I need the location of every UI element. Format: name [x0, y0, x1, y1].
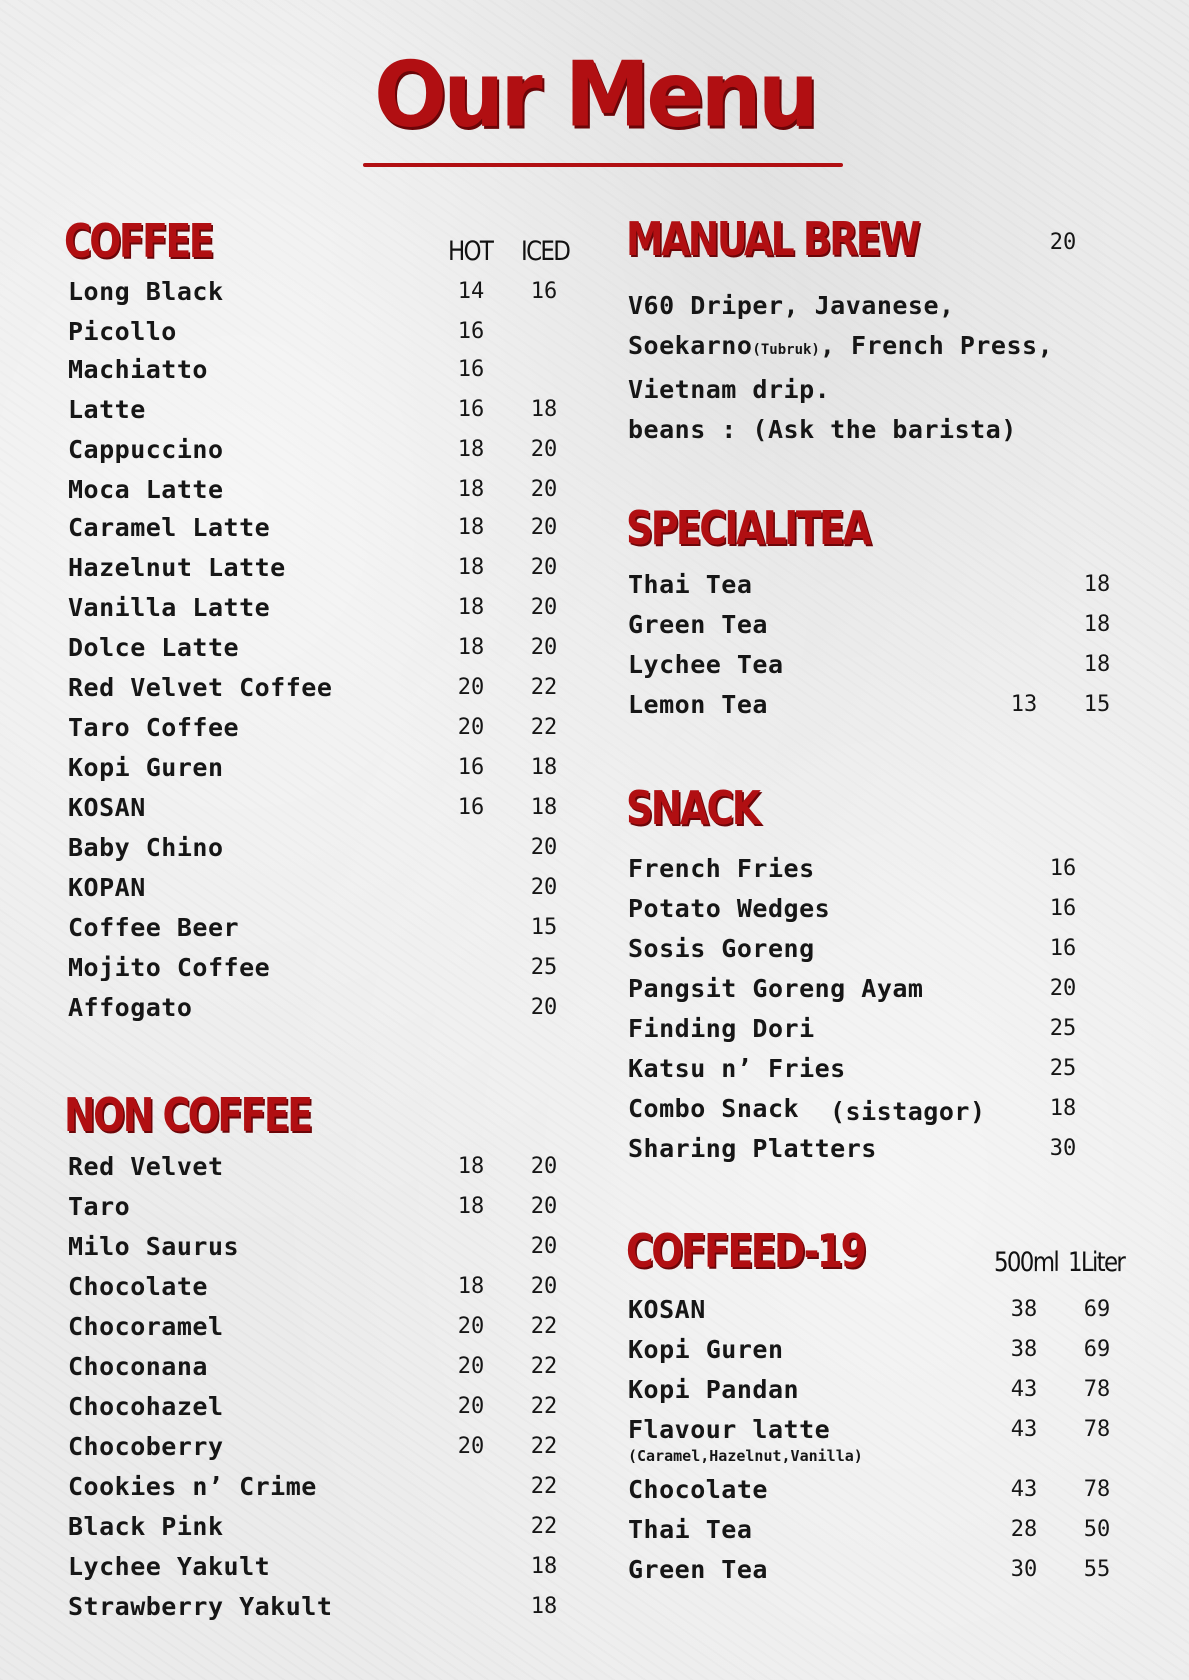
- non-coffee-row: [0, 1590, 1189, 1624]
- coffeed19-row: [0, 1293, 1189, 1327]
- hot-price: 20: [457, 1394, 485, 1419]
- hot-price: 20: [457, 675, 485, 700]
- price-1liter: 55: [1083, 1557, 1111, 1582]
- menu-item-name: Machiatto: [68, 355, 208, 384]
- menu-item-name: Taro Coffee: [68, 713, 240, 742]
- iced-price: 22: [530, 1434, 558, 1459]
- manual-brew-line-1: V60 Driper, Javanese,: [628, 291, 955, 320]
- menu-item-name: Strawberry Yakult: [68, 1592, 333, 1621]
- hot-price: 18: [457, 1154, 485, 1179]
- hot-price: 18: [457, 515, 485, 540]
- hot-price: 20: [457, 1354, 485, 1379]
- menu-item-name: Kopi Guren: [628, 1335, 784, 1364]
- price-1liter: 78: [1083, 1477, 1111, 1502]
- menu-item-name: Cookies n’ Crime: [68, 1472, 317, 1501]
- menu-item-name: Chocohazel: [68, 1392, 224, 1421]
- iced-price: 20: [530, 595, 558, 620]
- coffeed19-500ml-header: 500ml: [994, 1247, 1059, 1278]
- menu-item-name: Red Velvet: [68, 1152, 224, 1181]
- hot-price: 18: [457, 1194, 485, 1219]
- snack-price: 16: [1049, 856, 1077, 881]
- menu-item-name: Long Black: [68, 277, 224, 306]
- iced-price: 15: [530, 915, 558, 940]
- menu-item-name: Caramel Latte: [68, 513, 271, 542]
- price-1liter: 69: [1083, 1297, 1111, 1322]
- title-underline: [363, 163, 843, 167]
- coffeed19-row: [0, 1553, 1189, 1587]
- iced-price: 25: [530, 955, 558, 980]
- coffeed19-row: [0, 1373, 1189, 1407]
- manual-brew-price-row: [0, 226, 1189, 260]
- menu-item-name: Affogato: [68, 993, 193, 1022]
- menu-item-name: KOSAN: [628, 1295, 706, 1324]
- specialitea-section-title: SPECIALITEA: [626, 501, 870, 555]
- hot-price: 14: [457, 279, 485, 304]
- snack-row: [0, 972, 1189, 1006]
- menu-item-name: KOPAN: [68, 873, 146, 902]
- hot-price: 18: [457, 595, 485, 620]
- manual-brew-tubruk-note: (Tubruk): [752, 342, 820, 358]
- snack-row: [0, 892, 1189, 926]
- menu-item-name: Taro: [68, 1192, 131, 1221]
- snack-section-title: SNACK: [626, 781, 759, 835]
- hot-price: 16: [457, 319, 485, 344]
- snack-price: 16: [1049, 936, 1077, 961]
- non-coffee-section-title: NON COFFEE: [64, 1088, 311, 1142]
- menu-item-name: Latte: [68, 395, 146, 424]
- menu-item-name: Katsu n’ Fries: [628, 1054, 846, 1083]
- menu-item-name: Dolce Latte: [68, 633, 240, 662]
- menu-item-name: Sharing Platters: [628, 1134, 877, 1163]
- iced-price: 20: [530, 995, 558, 1020]
- coffeed19-row: [0, 1413, 1189, 1447]
- snack-price: 25: [1049, 1016, 1077, 1041]
- manual-brew-price: 20: [1049, 230, 1077, 255]
- iced-price: 20: [530, 635, 558, 660]
- price-500ml: 43: [1010, 1377, 1038, 1402]
- iced-price: 22: [530, 715, 558, 740]
- iced-price: 22: [530, 1474, 558, 1499]
- menu-item-name: Thai Tea: [628, 1515, 753, 1544]
- menu-item-name: Potato Wedges: [628, 894, 831, 923]
- specialitea-row: [0, 608, 1189, 642]
- coffee-row: [0, 473, 1189, 507]
- menu-item-name: Red Velvet Coffee: [68, 673, 333, 702]
- coffeed19-row: [0, 1333, 1189, 1367]
- menu-item-name: Thai Tea: [628, 570, 753, 599]
- iced-price: 20: [530, 1154, 558, 1179]
- iced-price: 20: [530, 515, 558, 540]
- menu-item-name: Combo Snack: [628, 1094, 800, 1123]
- menu-item-name: Finding Dori: [628, 1014, 815, 1043]
- menu-title: Our Menu: [373, 42, 816, 148]
- non-coffee-row: [0, 1190, 1189, 1224]
- iced-price: 20: [530, 1234, 558, 1259]
- iced-price: 20: [530, 835, 558, 860]
- price-1liter: 69: [1083, 1337, 1111, 1362]
- menu-item-name: Chocolate: [628, 1475, 768, 1504]
- specialitea-row: [0, 568, 1189, 602]
- manual-brew-section-title: MANUAL BREW: [626, 212, 919, 266]
- price-500ml: 43: [1010, 1417, 1038, 1442]
- snack-row: [0, 932, 1189, 966]
- hot-price: 16: [457, 397, 485, 422]
- snack-row: [0, 1052, 1189, 1086]
- hot-price: 20: [457, 715, 485, 740]
- hot-price: 18: [457, 635, 485, 660]
- coffee-hot-header: HOT: [448, 236, 493, 267]
- coffee-iced-header: ICED: [521, 236, 570, 267]
- hot-price: 18: [457, 437, 485, 462]
- hot-price: 20: [457, 1314, 485, 1339]
- snack-row: [0, 1132, 1189, 1166]
- snack-row: [0, 1092, 1189, 1126]
- menu-item-name: Chocolate: [68, 1272, 208, 1301]
- menu-item-name: Baby Chino: [68, 833, 224, 862]
- coffeed19-1liter-header: 1Liter: [1068, 1247, 1125, 1278]
- hot-price: 16: [457, 357, 485, 382]
- iced-price: 20: [530, 555, 558, 580]
- menu-item-name: Kopi Guren: [68, 753, 224, 782]
- hot-price: 13: [1010, 692, 1038, 717]
- menu-item-name: Picollo: [68, 317, 177, 346]
- iced-price: 15: [1083, 692, 1111, 717]
- price-500ml: 28: [1010, 1517, 1038, 1542]
- price-500ml: 43: [1010, 1477, 1038, 1502]
- hot-price: 18: [457, 477, 485, 502]
- menu-item-name: Lychee Tea: [628, 650, 784, 679]
- iced-price: 20: [530, 437, 558, 462]
- iced-price: 18: [530, 795, 558, 820]
- iced-price: 18: [1083, 572, 1111, 597]
- iced-price: 18: [530, 1554, 558, 1579]
- iced-price: 18: [530, 397, 558, 422]
- snack-row: [0, 852, 1189, 886]
- manual-brew-line-4: beans : (Ask the barista): [628, 415, 1017, 444]
- price-500ml: 38: [1010, 1297, 1038, 1322]
- menu-item-name: Cappuccino: [68, 435, 224, 464]
- snack-price: 16: [1049, 896, 1077, 921]
- manual-brew-description: [628, 286, 1053, 450]
- hot-price: 16: [457, 795, 485, 820]
- menu-item-name: Flavour latte: [628, 1415, 831, 1444]
- price-1liter: 78: [1083, 1417, 1111, 1442]
- hot-price: 18: [457, 1274, 485, 1299]
- iced-price: 22: [530, 1514, 558, 1539]
- price-1liter: 50: [1083, 1517, 1111, 1542]
- menu-item-name: Coffee Beer: [68, 913, 240, 942]
- iced-price: 20: [530, 1194, 558, 1219]
- iced-price: 18: [530, 755, 558, 780]
- coffee-section-title: COFFEE: [64, 214, 213, 268]
- menu-item-name: Lychee Yakult: [68, 1552, 271, 1581]
- coffee-row: [0, 791, 1189, 825]
- coffeed19-row: [0, 1473, 1189, 1507]
- iced-price: 20: [530, 477, 558, 502]
- price-500ml: 30: [1010, 1557, 1038, 1582]
- manual-brew-line-2-a: Soekarno: [628, 331, 753, 360]
- iced-price: 20: [530, 1274, 558, 1299]
- iced-price: 22: [530, 675, 558, 700]
- coffeed19-row: [0, 1513, 1189, 1547]
- iced-price: 16: [530, 279, 558, 304]
- menu-item-name: Mojito Coffee: [68, 953, 271, 982]
- menu-item-name: Sosis Goreng: [628, 934, 815, 963]
- price-500ml: 38: [1010, 1337, 1038, 1362]
- iced-price: 18: [530, 1594, 558, 1619]
- menu-item-name: Chocoberry: [68, 1432, 224, 1461]
- iced-price: 18: [1083, 652, 1111, 677]
- menu-item-name: Choconana: [68, 1352, 208, 1381]
- specialitea-row: [0, 688, 1189, 722]
- manual-brew-line-2-b: , French Press,: [819, 331, 1054, 360]
- menu-item-name: Green Tea: [628, 1555, 768, 1584]
- flavour-latte-variants-note: (Caramel,Hazelnut,Vanilla): [628, 1447, 863, 1465]
- menu-item-name: Moca Latte: [68, 475, 224, 504]
- snack-price: 30: [1049, 1136, 1077, 1161]
- specialitea-row: [0, 648, 1189, 682]
- price-1liter: 78: [1083, 1377, 1111, 1402]
- snack-row: [0, 1012, 1189, 1046]
- menu-item-name: Pangsit Goreng Ayam: [628, 974, 924, 1003]
- manual-brew-line-2: [628, 326, 1053, 370]
- menu-item-name: Black Pink: [68, 1512, 224, 1541]
- manual-brew-line-3: Vietnam drip.: [628, 375, 831, 404]
- menu-item-name: Milo Saurus: [68, 1232, 240, 1261]
- iced-price: 18: [1083, 612, 1111, 637]
- coffeed19-section-title: COFFEED-19: [626, 1224, 865, 1278]
- menu-item-name: Hazelnut Latte: [68, 553, 286, 582]
- iced-price: 22: [530, 1354, 558, 1379]
- coffee-row: [0, 751, 1189, 785]
- iced-price: 20: [530, 875, 558, 900]
- menu-item-name: French Fries: [628, 854, 815, 883]
- menu-item-name: Vanilla Latte: [68, 593, 271, 622]
- menu-item-name: Green Tea: [628, 610, 768, 639]
- snack-price: 18: [1049, 1096, 1077, 1121]
- iced-price: 22: [530, 1314, 558, 1339]
- menu-item-name: Chocoramel: [68, 1312, 224, 1341]
- hot-price: 16: [457, 755, 485, 780]
- menu-item-name: KOSAN: [68, 793, 146, 822]
- iced-price: 22: [530, 1394, 558, 1419]
- menu-item-name: Lemon Tea: [628, 690, 768, 719]
- coffee-row: [0, 511, 1189, 545]
- hot-price: 20: [457, 1434, 485, 1459]
- menu-item-name: Kopi Pandan: [628, 1375, 800, 1404]
- snack-note: (sistagor): [830, 1097, 986, 1126]
- snack-price: 25: [1049, 1056, 1077, 1081]
- hot-price: 18: [457, 555, 485, 580]
- snack-price: 20: [1049, 976, 1077, 1001]
